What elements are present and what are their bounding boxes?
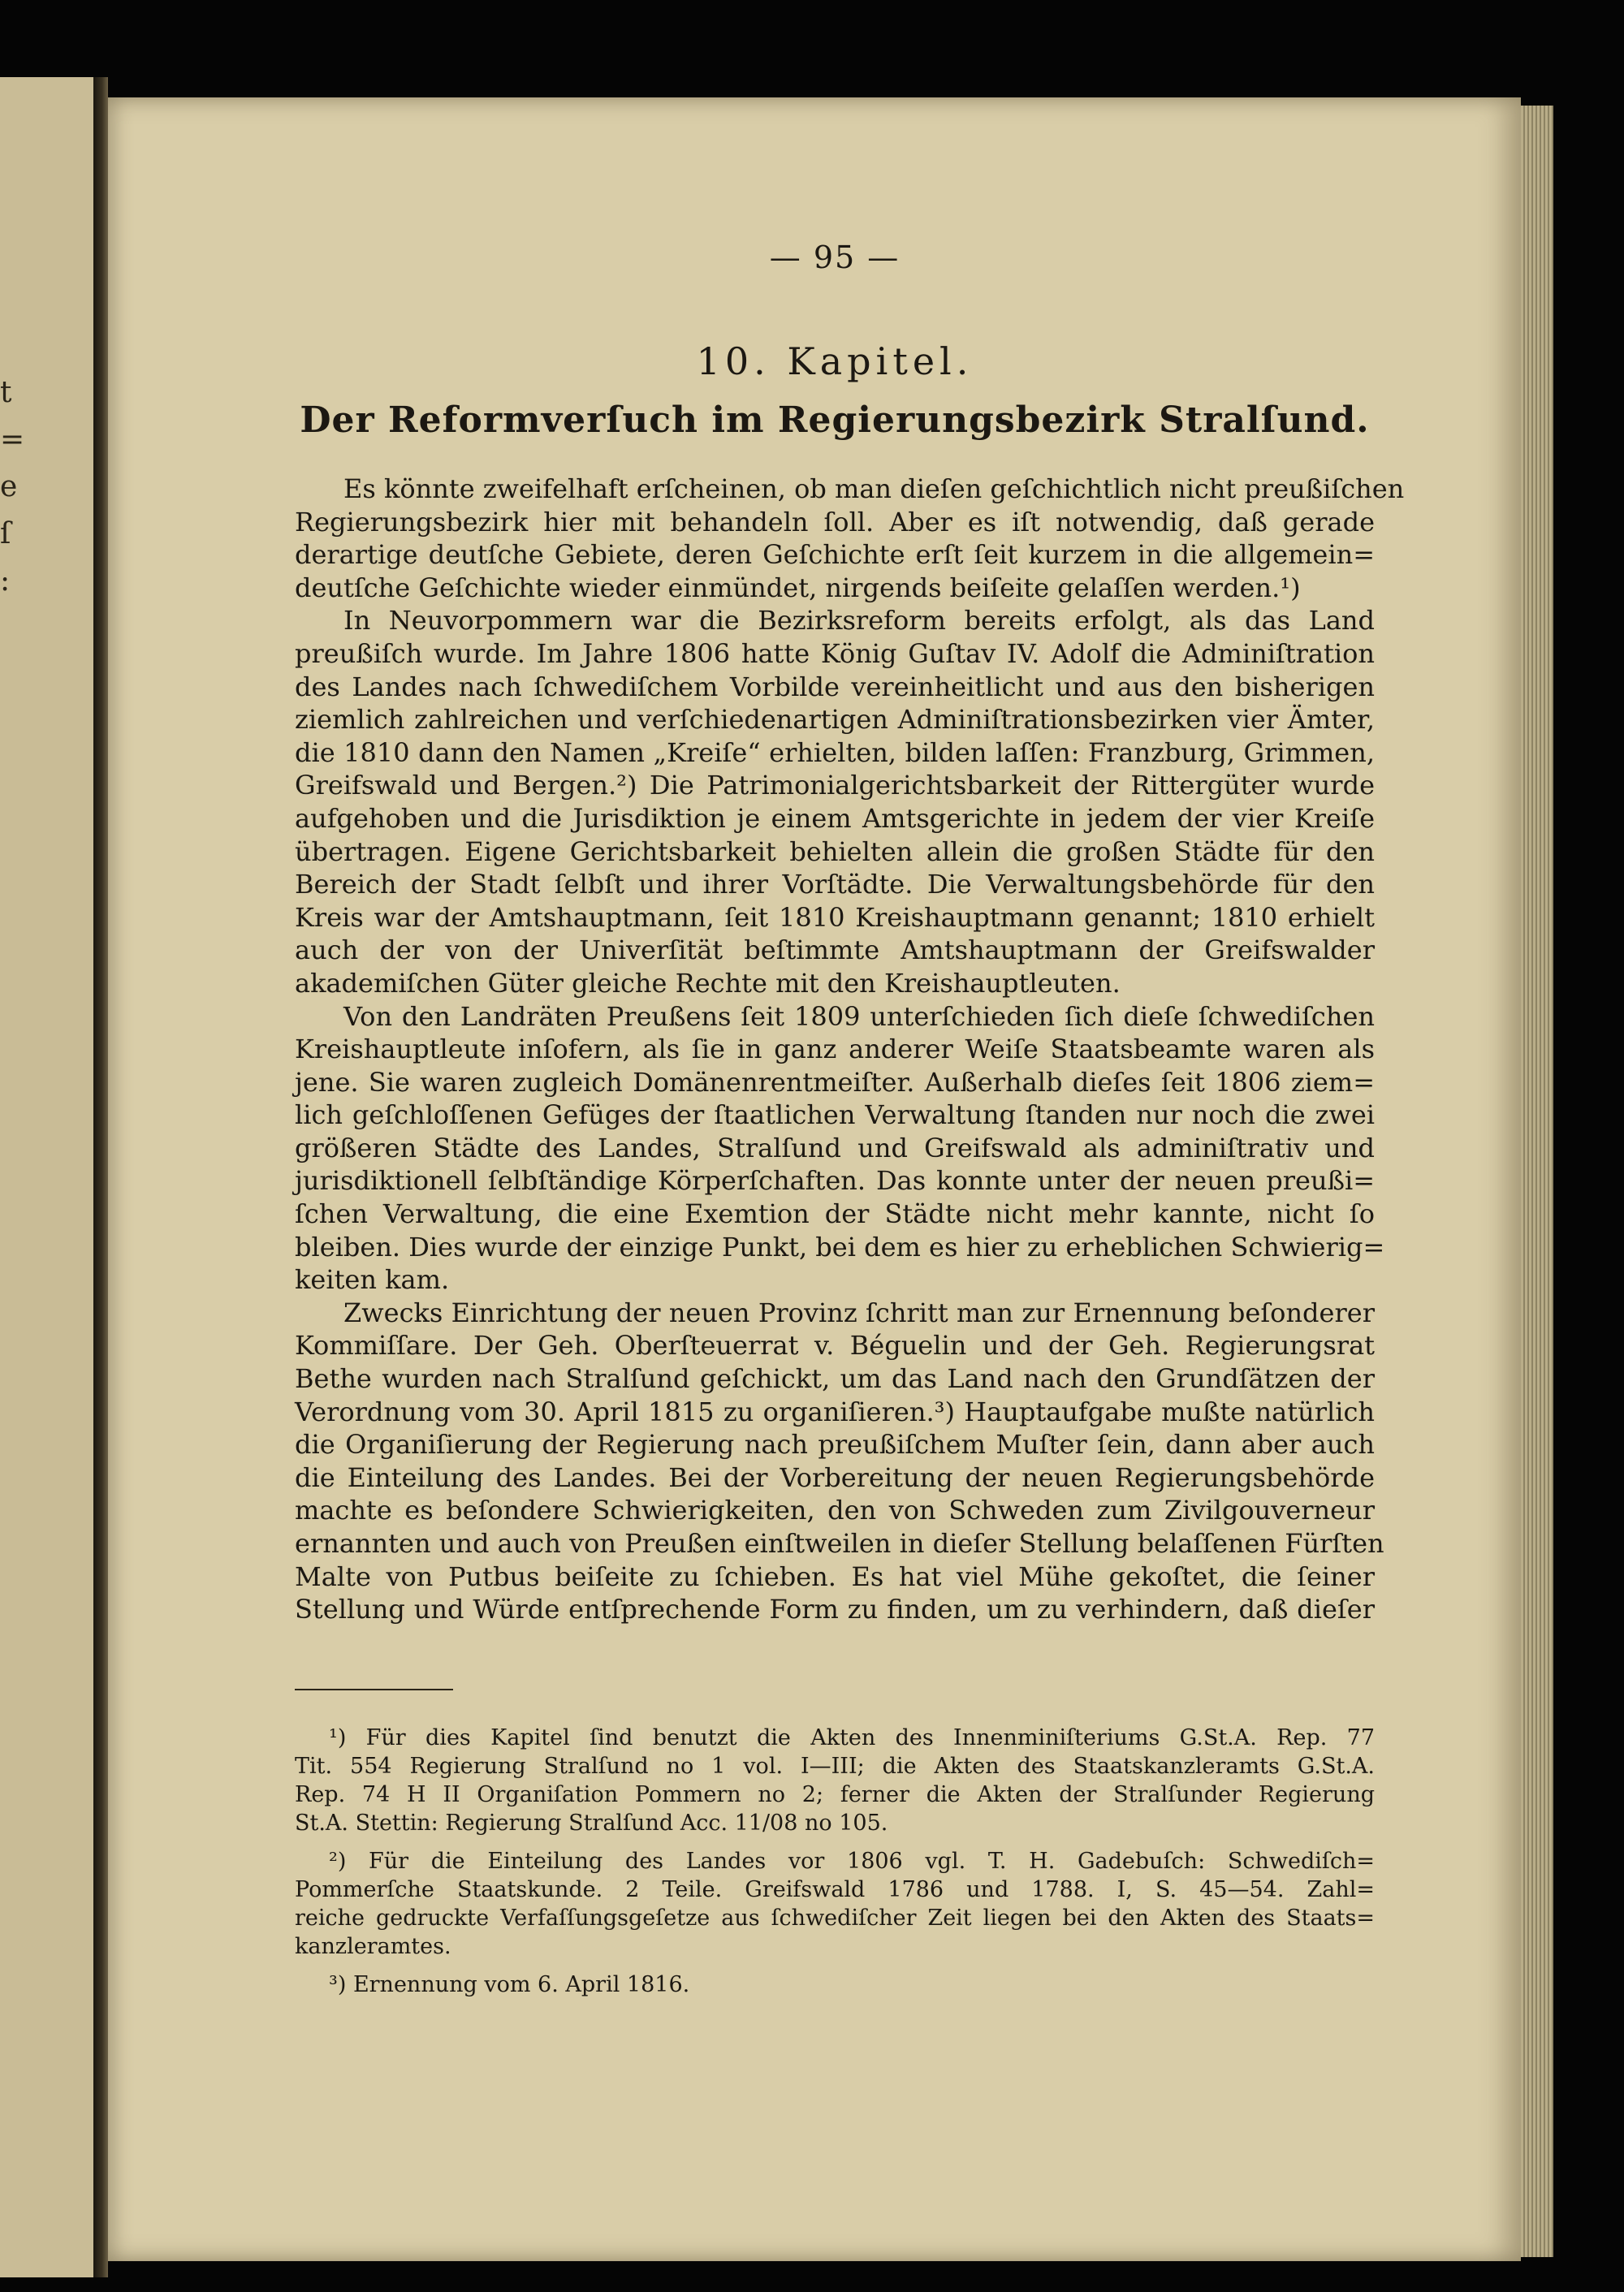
body-line: Bethe wurden nach Stralſund geſchickt, um das Land nach den Grundſätzen der [295, 1363, 1375, 1395]
footnote-line: ²) Für die Einteilung des Landes vor 1806 vgl. T. H. Gadebuſch: Schwediſch= [329, 1849, 1375, 1874]
body-line: Kreis war der Amtshauptmann, ſeit 1810 Kreishauptmann genannt; 1810 erhielt [295, 901, 1375, 933]
footnote-line: Pommerſche Staatskunde. 2 Teile. Greifswald 1786 und 1788. I, S. 45—54. Zahl= [295, 1877, 1375, 1902]
footnotes [295, 1724, 1375, 1999]
body-line: des Landes nach ſchwediſchem Vorbilde vereinheitlicht und aus den bisherigen [295, 671, 1375, 702]
body-text [295, 473, 1405, 1626]
edge-char: e [0, 470, 18, 503]
edge-char: = [0, 423, 25, 456]
body-line: machte es beſondere Schwierigkeiten, den von Schweden zum Zivilgouverneur [295, 1495, 1375, 1526]
footnote-line: reiche gedruckte Verfaſſungsgeſetze aus ſchwediſcher Zeit liegen bei den Akten des Staats= [295, 1906, 1375, 1931]
footnote-rule [295, 1689, 453, 1690]
edge-char: t [0, 376, 12, 409]
body-line: ernannten und auch von Preußen einſtweilen in dieſer Stellung belaſſenen Fürſten [295, 1528, 1384, 1559]
body-line: Bereich der Stadt ſelbſt und ihrer Vorſtädte. Die Verwaltungsbehörde für den [295, 869, 1375, 900]
body-line: Es könnte zweifelhaft erſcheinen, ob man dieſen geſchichtlich nicht preußiſchen [343, 473, 1405, 504]
footnote-line: kanzleramtes. [295, 1934, 451, 1959]
body-line: Malte von Putbus beiſeite zu ſchieben. Es hat viel Mühe gekoſtet, die ſeiner [295, 1560, 1375, 1592]
body-line: übertragen. Eigene Gerichtsbarkeit behielten allein die großen Städte für den [295, 835, 1375, 867]
body-line: Stellung und Würde entſprechende Form zu finden, um zu verhindern, daß dieſer [295, 1594, 1375, 1625]
body-line: bleiben. Dies wurde der einzige Punkt, bei dem es hier zu erheblichen Schwierig= [295, 1231, 1385, 1263]
body-line: Kreishauptleute inſofern, als ſie in ganz anderer Weiſe Staatsbeamte waren als [295, 1034, 1375, 1065]
footnote-line: ¹) Für dies Kapitel ſind benutzt die Akten des Innenminiſteriums G.St.A. Rep. 77 [329, 1725, 1375, 1750]
book-gutter [93, 77, 108, 2277]
body-line: Greifswald und Bergen.²) Die Patrimonialgerichtsbarkeit der Rittergüter wurde [295, 770, 1375, 801]
body-line: akademiſchen Güter gleiche Rechte mit den Kreishauptleuten. [295, 967, 1121, 999]
body-line: ſchen Verwaltung, die eine Exemtion der Städte nicht mehr kannte, nicht ſo [295, 1198, 1375, 1230]
body-line: derartige deutſche Gebiete, deren Geſchichte erſt ſeit kurzem in die allgemein= [295, 539, 1375, 571]
body-line: die Einteilung des Landes. Bei der Vorbereitung der neuen Regierungsbehörde [295, 1461, 1375, 1493]
book-page [108, 97, 1521, 2261]
body-line: Kommiſſare. Der Geh. Oberſteuerrat v. Béguelin und der Geh. Regierungsrat [295, 1330, 1375, 1362]
left-page-edge-text [0, 369, 24, 605]
body-line: die 1810 dann den Namen „Kreiſe“ erhielten, bilden laſſen: Franzburg, Grimmen, [295, 736, 1375, 768]
body-line: deutſche Geſchichte wieder einmündet, nirgends beiſeite gelaſſen werden.¹) [295, 572, 1301, 603]
chapter-title: Der Reformverſuch im Regierungsbezirk Stralſund. [300, 399, 1370, 441]
chapter-label: 10. Kapitel. [696, 339, 974, 383]
footnote-line: St.A. Stettin: Regierung Stralſund Acc. 11/08 no 105. [295, 1811, 888, 1836]
footnote-line: Tit. 554 Regierung Stralſund no 1 vol. I—III; die Akten des Staatskanzleramts G.St.A. [295, 1754, 1375, 1779]
edge-char: ſ [0, 517, 11, 550]
body-line: Regierungsbezirk hier mit behandeln ſoll. Aber es iſt notwendig, daß gerade [295, 506, 1375, 537]
body-line: größeren Städte des Landes, Stralſund und Greifswald als adminiſtrativ und [295, 1132, 1375, 1163]
body-line: die Organiſierung der Regierung nach preußiſchem Muſter ſein, dann aber auch [295, 1429, 1375, 1461]
footnote-line: ³) Ernennung vom 6. April 1816. [329, 1972, 690, 1997]
page-stack-edge [1521, 106, 1553, 2257]
body-line: aufgehoben und die Jurisdiktion je einem Amtsgerichte in jedem der vier Kreiſe [295, 802, 1375, 834]
body-line: Zwecks Einrichtung der neuen Provinz ſchritt man zur Ernennung beſonderer [343, 1297, 1375, 1328]
left-page-edge [0, 77, 93, 2277]
body-line: ziemlich zahlreichen und verſchiedenartigen Adminiſtrationsbezirken vier Ämter, [295, 704, 1375, 736]
body-line: keiten kam. [295, 1264, 450, 1296]
edge-char: : [0, 564, 11, 598]
page-number: — 95 — [769, 240, 901, 275]
body-line: In Neuvorpommern war die Bezirksreform bereits erfolgt, als das Land [343, 605, 1375, 637]
body-line: jurisdiktionell ſelbſtändige Körperſchaften. Das konnte unter der neuen preußi= [295, 1165, 1375, 1197]
body-line: preußiſch wurde. Im Jahre 1806 hatte König Guſtav IV. Adolf die Adminiſtration [295, 637, 1375, 669]
body-line: Von den Landräten Preußens ſeit 1809 unterſchieden ſich dieſe ſchwediſchen [343, 1000, 1375, 1032]
body-line: lich geſchloſſenen Gefüges der ſtaatlichen Verwaltung ſtanden nur noch die zwei [295, 1099, 1375, 1131]
body-line: Verordnung vom 30. April 1815 zu organiſieren.³) Hauptaufgabe mußte natürlich [295, 1396, 1375, 1427]
body-line: auch der von der Univerſität beſtimmte Amtshauptmann der Greifswalder [295, 934, 1375, 966]
footnote-line: Rep. 74 H II Organiſation Pommern no 2; ferner die Akten der Stralſunder Regierung [295, 1782, 1375, 1807]
body-line: jene. Sie waren zugleich Domänenrentmeiſter. Außerhalb dieſes ſeit 1806 ziem= [295, 1066, 1375, 1098]
